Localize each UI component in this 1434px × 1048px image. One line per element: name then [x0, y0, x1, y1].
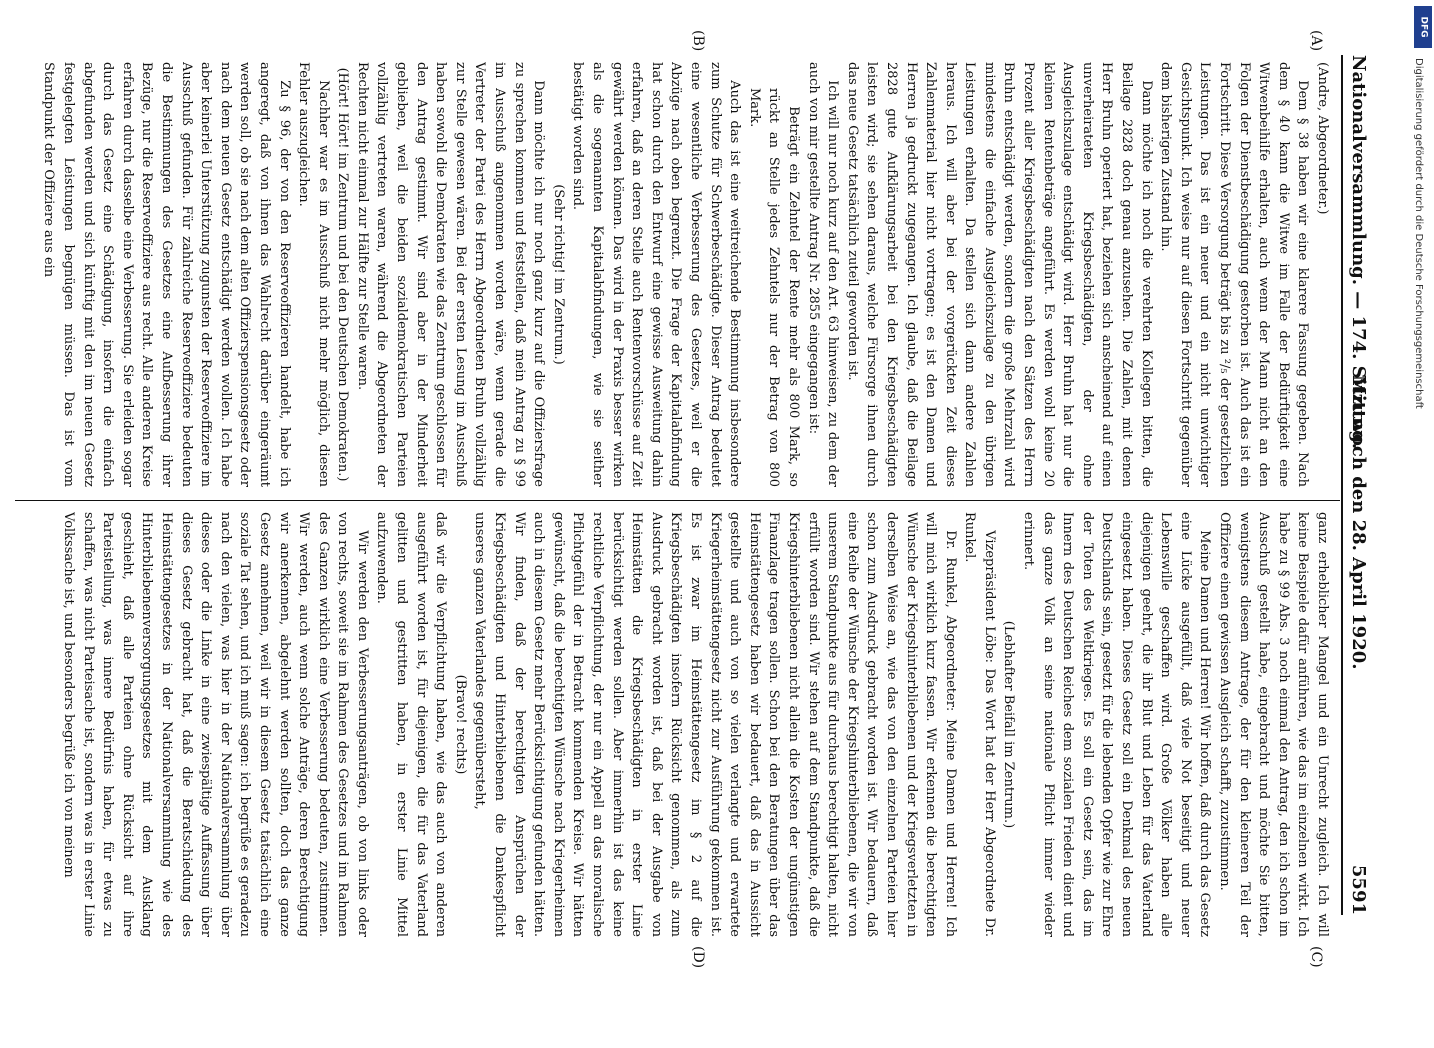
dfg-logo: [1414, 6, 1432, 48]
interjection: (Lebhafter Beifall im Zentrum.): [1001, 620, 1017, 829]
paragraph: Dann möchte ich noch die verehrten Kollegen bitten, die Beilage 2828 doch genau anzusehen. Die Zahlen, mit denen Herr Bruhn operiert hat, beziehen sich anscheinend auf einen unverheirateten Kriegsbeschädigten, der ohne Ausgleichszulage entschädigt wird. Herr Bruhn hat nur die kleinen Rentenbeträge angeführt. Es werden wohl keine 20 Prozent aller Kriegsbeschädigten nach den Sätzen des Herrn Bruhn entschädigt werden, sondern die große Mehrzahl wird mindestens die einfache Ausgleichszulage zu den übrigen Leistungen erhalten. Da stellen sich dann andere Zahlen heraus. Ich will aber bei der vorgerückten Zeit dieses Zahlenmaterial hier nicht vortragen; es ist den Damen und Herren ja gedruckt zugegangen. Ich glaube, daß die Beilage 2828 gute Aufklärungsarbeit bei den Kriegsbeschädigten leisten wird; sie sehen daraus, welche Fürsorge ihnen durch das neue Gesetz tatsächlich zuteil geworden ist.: [844, 62, 1154, 487]
paragraph: Wir werden den Verbesserungsanträgen, ob von links oder von rechts, soweit sie im Rahmen des Gesetzes und im Rahmen des Ganzen wirklich eine Verbesserung bedeuten, zustimmen. Wir werden, auch wenn solche Anträge, deren Berechtigung wir anerkennen, abgelehnt werden sollten, doch das ganze Gesetz annehmen, weil wir in diesem Gesetz tatsächlich eine soziale Tat sehen, und ich muß sagen: ich begrüße es geradezu nach den vielen, was hier in der Nationalversammlung über dieses oder die Linke in eine zwiespältige Auffassung über dieses Gesetz gebracht hat, daß die Beratschiedung des Heimstättengesetzes in der Nationalversammlung wie des Hinterbliebenenversorgungsgesetzes mit dem Ausklang geschieht, daß alle Parteien ohne Rücksicht auf ihre Parteistellung, was innere Bedürfnis haben, für etwas zu schaffen, was nicht Parteisache ist, sondern was in erster Linie Volkssache ist, und besonders begrüße ich von meinem: [61, 512, 370, 937]
digitization-note: [1410, 58, 1430, 1048]
column-divider: [15, 500, 1340, 501]
margin-mark-b: (B): [690, 30, 706, 52]
header-date: Mittwoch den 28. April 1920.: [1348, 375, 1369, 670]
paragraph: Meine Damen und Herren! Wir hoffen, daß durch das Gesetz eine Lücke ausgefüllt, daß viele Not beseitigt und neuer Lebenswille geschaffen wird. Große Völker haben alle diejenigen geehrt, die ihr Blut und Leben für das Vaterland eingesetzt haben. Dieses Gesetz soll ein Denkmal des neuen Deutschlands sein, gesetzt für die lebenden Opfer wie zur Ehre der Toten des Weltkrieges. Es soll ein Gesetz sein, das im Innern des Deutschen Reiches dem sozialen Frieden dient und das ganze Volk an seine nationale Pflicht immer wieder erinnert.: [1021, 512, 1213, 937]
page-number: 5591: [1348, 864, 1369, 915]
digitization-note-text: Digitalisierung gefördert durch die Deutsche Forschungsgemeinschaft: [1413, 58, 1424, 409]
paragraph: Dann möchte ich nur noch ganz kurz auf die Offiziersfrage zu sprechen kommen und feststellen, daß mein Antrag zu § 99 im Ausschuß angenommen worden wäre, wenn gerade die Vertreter der Partei des Herrn Abgeordneten Bruhn vollzählig zur Stelle gewesen wären. Bei der ersten Lesung im Ausschuß haben sowohl die Demokraten wie das Zentrum geschlossen für den Antrag gestimmt. Wir sind aber in der Minderheit geblieben, weil die beiden sozialdemokratischen Parteien vollzählig vertreten waren, während die Abgeordneten der Rechten nicht einmal zur Hälfte zur Stelle waren.: [354, 62, 547, 487]
speaker-continuation: (Andre, Abgeordneter.): [1315, 62, 1330, 215]
speaker-paragraph: Vizepräsident Löbe: Das Wort hat der Herr Abgeordnete Dr. Runkel.: [962, 512, 997, 937]
page-header: [1341, 55, 1369, 915]
paragraph: daß wir die Verpflichtung haben, wie das auch von anderen ausgeführt worden ist, für diejenigen, die für das Vaterland gelitten und gestritten haben, in erster Linie Mittel aufzuwenden.: [374, 512, 449, 937]
paragraph: Nachher war es im Ausschuß nicht mehr möglich, diesen Fehler auszugleichen.: [296, 62, 331, 487]
paragraph: Zu § 96, der von den Reserveoffizieren handelt, habe ich angeregt, daß von ihnen das Wahlrecht darüber eingeräumt werden soll, ob sie nach dem alten Offizierspensionsgesetz oder nach dem neuen Gesetz entschädigt werden wollen. Ich habe aber keinerlei Unterstützung zugunsten der Reserveoffiziere im Ausschuß gefunden. Für zahlreiche Reserveoffiziere bedeuten die Bestimmungen des Gesetzes eine Aufbesserung ihrer Bezüge, nur die Reserveoffiziere aus recht. Alle anderen Kreise erfahren durch dasselbe eine Verbesserung. Sie erleiden sogar durch das Gesetz eine Schädigung, insofern die einfach abgefunden werden und sich künftig mit den im neuen Gesetz festgelegten Leistungen begnügen müssen. Das ist vom Standpunkt der Offiziere aus ein: [41, 62, 292, 487]
interjection: (Hört! Hört! im Zentrum und bei den Deutschen Demokraten.): [335, 67, 351, 482]
left-column: [12, 62, 1332, 487]
speaker-paragraph: Dr. Runkel, Abgeordneter: Meine Damen und Herren! Ich will mich wirklich kurz fassen. Wir erkennen die berechtigten Wünsche der Kriegshinterbliebenen und der Kriegsverletzten in derselben Weise an, wie das von den einzelnen Parteien hier schon zum Ausdruck gebracht worden ist. Wir bedauern, daß eine Reihe der Wünsche der Kriegshinterbliebenen, die wir von unserem Standpunkte aus für durchaus berechtigt halten, nicht erfüllt worden sind. Wir stehen auf dem Standpunkte, daß die Kriegshinterbliebenen nicht allein die Kosten der ungünstigen Finanzlage tragen sollen. Schon bei den Beratungen über das Heimstättengesetz haben wir bedauert, daß das in Aussicht gestellte und auch von so vielen verlangte und erwartete Kriegerheimstättengesetz nicht zur Ausführung gekommen ist. Es ist zwar im Heimstättengesetz im § 2 auf die Kriegsbeschädigten insofern Rücksicht genommen, als zum Ausdruck gebracht worden ist, daß bei der Ausgabe von Heimstätten die Kriegsbeschädigten in erster Linie berücksichtigt werden sollen. Aber immerhin ist das keine rechtliche Verpflichtung, der nur ein Appell an das moralische Pflichtgefühl der in Betracht kommenden Kreise. Wir hätten gewünscht, daß die berechtigten Wünsche nach Kriegerheimen auch in diesem Gesetz mehr Berücksichtigung gefunden hätten. Wir finden, daß der berechtigten Ansprüchen der Kriegsbeschädigten und Hinterbliebenen die Dankespflicht unseres ganzen Vaterlandes gegenübersteht,: [472, 512, 958, 937]
header-session: Nationalversammlung. — 174. Sitzung.: [1348, 55, 1369, 450]
right-column: [12, 512, 1332, 937]
paragraph: Auch das ist eine weitreichende Bestimmung insbesondere zum Schutze für Schwerbeschädigte. Dieser Antrag bedeutet eine wesentliche Verbesserung des Gesetzes, weil er die Abzüge nach oben begrenzt. Die Frage der Kapitalabfindung hat schon durch den Entwurf eine gewisse Ausweitung dahin erfahren, daß an deren Stelle auch Rentenvorschüsse auf Zeit gewährt werden können. Das wird in der Praxis besser wirken als die sogenannten Kapitalabfindungen, wie sie seither bestätigt worden sind.: [570, 62, 743, 487]
interjection: (Bravo! rechts): [452, 674, 468, 775]
margin-mark-c: (C): [1308, 946, 1324, 968]
interjection: (Sehr richtig! im Zentrum.): [550, 184, 566, 365]
paragraph: Ich will nur noch kurz auf den Art. 63 hinweisen, zu dem der auch von mir gestellte Antrag Nr. 2855 eingegangen ist:: [805, 62, 841, 487]
quoted-amendment: Beträgt ein Zehntel der Rente mehr als 800 Mark, so rückt an Stelle jedes Zehntels nur der Betrag von 800 Mark.: [746, 88, 801, 487]
margin-mark-d: (D): [690, 946, 706, 969]
margin-mark-a: (A): [1308, 30, 1324, 52]
paragraph: ganz erheblicher Mangel und ein Unrecht zugleich. Ich will keine Beispiele dafür anführen, wie das im einzelnen wirkt. Ich habe zu § 99 Abs. 3 noch einmal den Antrag, den ich schon im Ausschuß gestellt habe, eingebracht und möchte Sie bitten, wenigstens diesem Antrage, der für den kleineren Teil der Offiziere einen gewissen Ausgleich schafft, zuzustimmen.: [1217, 512, 1330, 937]
paragraph: Dem § 38 haben wir eine klarere Fassung gegeben. Nach dem § 40 kann die Witwe im Falle der Bedürftigkeit eine Witwenbeihilfe erhalten, auch wenn der Mann nicht an den Folgen der Dienstbeschädigung gestorben ist. Auch das ist ein Fortschritt. Diese Versorgung beträgt bis zu ²/₅ der gesetzlichen Leistungen. Das ist ein neuer und ein nicht unwichtiger Gesichtspunkt. Ich weise nur auf diesen Fortschritt gegenüber dem bisherigen Zustand hin.: [1158, 62, 1311, 487]
dfg-logo-text: DFG: [1418, 16, 1429, 38]
